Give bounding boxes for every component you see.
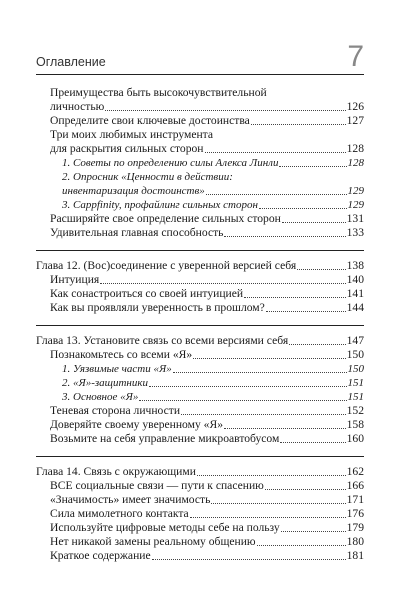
toc-entry-page: 144 <box>346 301 364 314</box>
toc-entry-page: 152 <box>346 404 364 417</box>
toc-entry-page: 141 <box>346 287 364 300</box>
toc-entry-page: 150 <box>346 348 364 361</box>
toc-entry-label: Как вы проявляли уверенность в прошлом? <box>50 301 265 314</box>
toc-entry-label: Определите свои ключевые достоинства <box>50 114 250 127</box>
leader-dots <box>100 273 345 284</box>
toc-entry-page: 128 <box>347 157 364 169</box>
toc-chapter-title[interactable] <box>36 259 364 273</box>
toc-entry[interactable] <box>36 287 364 301</box>
toc-entry-page: 127 <box>346 114 364 127</box>
toc-entry-label: Как сонастроиться со своей интуицией <box>50 287 244 300</box>
leader-dots <box>149 376 346 387</box>
leader-dots <box>289 334 345 345</box>
page-header <box>36 28 364 75</box>
leader-dots <box>197 465 346 476</box>
toc-entry-label: Используйте цифровые методы себе на пользу <box>50 521 280 534</box>
toc-entry[interactable] <box>36 348 364 362</box>
toc-entry-page: 129 <box>347 185 364 197</box>
toc-entry-label: 3. Cappfinity, профайлинг сильных сторон <box>62 199 258 211</box>
leader-dots <box>259 198 347 209</box>
toc-entry-label: 1. Советы по определению силы Алекса Линли <box>62 157 279 169</box>
toc-entry-label: «Значимость» имеет значимость <box>50 493 211 506</box>
toc-entry-label: Доверяйте своему уверенному «Я» <box>50 418 223 431</box>
toc-entry-label: Познакомьтесь со всеми «Я» <box>50 348 193 361</box>
toc-section-strengths <box>36 86 364 240</box>
leader-dots <box>173 362 347 373</box>
toc-entry-page: 126 <box>346 100 364 113</box>
toc-chapter-12 <box>36 251 364 315</box>
toc-subentry[interactable] <box>36 184 364 198</box>
toc-entry-label: для раскрытия сильных сторон <box>50 142 204 155</box>
leader-dots <box>280 432 345 443</box>
leader-dots <box>205 142 346 153</box>
leader-dots <box>297 259 345 270</box>
toc-entry-text: Три моих любимых инструмента <box>50 128 214 141</box>
toc-entry-label: 3. Основное «Я» <box>62 391 139 403</box>
toc-entry-page: 129 <box>347 199 364 211</box>
toc-entry[interactable] <box>36 142 364 156</box>
running-title: Оглавление <box>36 55 106 69</box>
toc-entry[interactable] <box>36 301 364 315</box>
toc-entry-label: личностью <box>50 100 105 113</box>
toc-entry-page: 181 <box>346 549 364 562</box>
toc-entry-page: 162 <box>346 465 364 478</box>
leader-dots <box>281 521 346 532</box>
leader-dots <box>211 493 345 504</box>
toc-entry-page: 131 <box>346 212 364 225</box>
leader-dots <box>181 404 346 415</box>
toc-entry-label: Удивительная главная способность <box>50 226 224 239</box>
leader-dots <box>224 418 346 429</box>
toc-chapter-title[interactable] <box>36 334 364 348</box>
leader-dots <box>265 479 346 490</box>
toc-entry-page: 151 <box>347 391 364 403</box>
toc-entry-page: 179 <box>346 521 364 534</box>
toc-entry-label: Глава 13. Установите связь со всеми версиями себя <box>36 334 289 347</box>
toc-entry-page: 128 <box>346 142 364 155</box>
toc-entry-page: 171 <box>346 493 364 506</box>
toc-entry-text: Преимущества быть высокочувствительной <box>50 86 267 99</box>
toc-entry-label: ВСЕ социальные связи — пути к спасению <box>50 479 264 492</box>
toc-entry-page: 160 <box>346 432 364 445</box>
toc-entry-label: инвентаризация достоинств» <box>62 185 205 197</box>
toc-entry-page: 147 <box>346 334 364 347</box>
toc-entry-label: Интуиция <box>50 273 100 286</box>
page-number: 7 <box>347 40 364 73</box>
leader-dots <box>266 301 346 312</box>
leader-dots <box>257 535 346 546</box>
toc-entry-page: 133 <box>346 226 364 239</box>
toc-entry-label: 2. «Я»-защитники <box>62 377 149 389</box>
toc-entry-label: 1. Уязвимые части «Я» <box>62 363 172 375</box>
toc-entry[interactable] <box>36 100 364 114</box>
toc-entry-label: Глава 14. Связь с окружающими <box>36 465 196 478</box>
table-of-contents <box>36 86 364 563</box>
toc-entry[interactable] <box>36 226 364 240</box>
leader-dots <box>279 156 346 167</box>
toc-entry[interactable] <box>36 521 364 535</box>
toc-entry-page: 166 <box>346 479 364 492</box>
toc-entry[interactable] <box>36 404 364 418</box>
toc-entry-page: 140 <box>346 273 364 286</box>
leader-dots <box>206 184 347 195</box>
leader-dots <box>139 390 346 401</box>
leader-dots <box>244 287 346 298</box>
leader-dots <box>105 100 345 111</box>
toc-entry-page: 150 <box>347 363 364 375</box>
toc-entry-label: Нет никакой замены реальному общению <box>50 535 256 548</box>
toc-entry-page: 180 <box>346 535 364 548</box>
toc-chapter-13 <box>36 326 364 446</box>
leader-dots <box>152 549 346 560</box>
toc-entry-page: 151 <box>347 377 364 389</box>
toc-chapter-14 <box>36 457 364 563</box>
toc-entry-label: Теневая сторона личности <box>50 404 181 417</box>
leader-dots <box>282 212 346 223</box>
leader-dots <box>190 507 346 518</box>
toc-entry-text: 2. Опросник «Ценности в действии: <box>62 171 233 183</box>
toc-entry[interactable] <box>36 418 364 432</box>
toc-subentry[interactable] <box>36 376 364 390</box>
toc-entry-label: Краткое содержание <box>50 549 151 562</box>
toc-entry-label: Расширяйте свое определение сильных сторон <box>50 212 281 225</box>
toc-entry[interactable] <box>36 114 364 128</box>
leader-dots <box>224 226 345 237</box>
leader-dots <box>193 348 345 359</box>
toc-subentry[interactable] <box>36 156 364 170</box>
toc-entry[interactable] <box>36 273 364 287</box>
toc-subentry[interactable] <box>36 362 364 376</box>
toc-entry-page: 176 <box>346 507 364 520</box>
toc-entry-label: Глава 12. (Вос)соединение с уверенной версией себя <box>36 259 297 272</box>
toc-entry[interactable] <box>36 493 364 507</box>
toc-subentry[interactable] <box>36 198 364 212</box>
toc-subentry[interactable] <box>36 390 364 404</box>
toc-entry-label: Сила мимолетного контакта <box>50 507 189 520</box>
toc-entry[interactable] <box>36 479 364 493</box>
toc-chapter-title[interactable] <box>36 465 364 479</box>
toc-entry[interactable] <box>36 432 364 446</box>
toc-entry[interactable] <box>36 535 364 549</box>
toc-entry[interactable] <box>36 212 364 226</box>
toc-entry-label: Возьмите на себя управление микроавтобусом <box>50 432 280 445</box>
toc-entry-page: 158 <box>346 418 364 431</box>
leader-dots <box>251 114 346 125</box>
toc-entry[interactable] <box>36 507 364 521</box>
toc-entry[interactable] <box>36 549 364 563</box>
toc-entry-page: 138 <box>346 259 364 272</box>
